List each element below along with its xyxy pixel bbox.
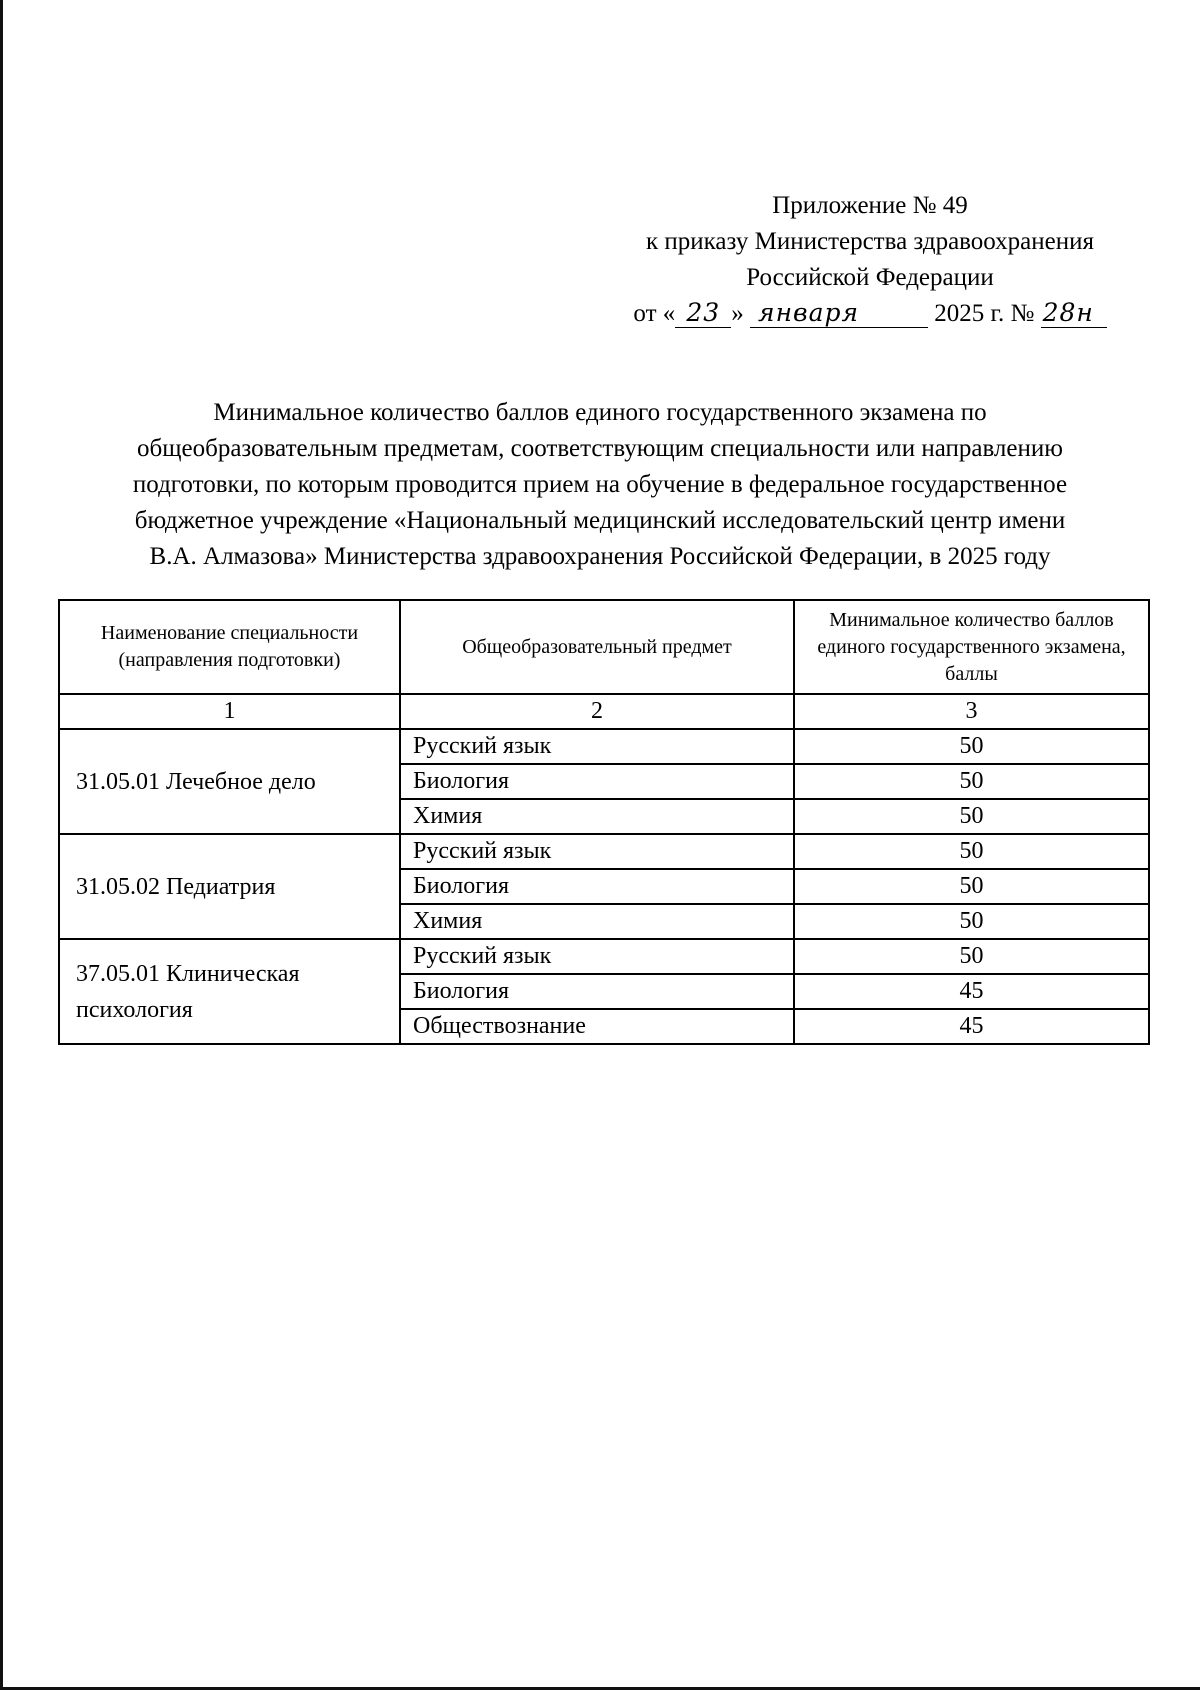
title-line: В.А. Алмазова» Министерства здравоохранения Российской Федерации, в 2025 году (149, 543, 1051, 570)
score-cell: 45 (794, 974, 1149, 1009)
ministry-name: Российской Федерации (746, 264, 994, 291)
subject-cell: Химия (400, 904, 794, 939)
score-cell: 50 (794, 869, 1149, 904)
document-title (60, 395, 1140, 575)
appendix-number: Приложение № 49 (772, 192, 968, 219)
column-header-min-score: Минимальное количество баллов единого государственного экзамена, баллы (794, 600, 1149, 694)
subject-cell: Биология (400, 974, 794, 1009)
specialty-cell: 37.05.01 Клиническая психология (59, 939, 400, 1044)
subject-cell: Химия (400, 799, 794, 834)
column-number-row (59, 694, 1149, 729)
subject-cell: Русский язык (400, 834, 794, 869)
title-line: подготовки, по которым проводится прием на обучение в федеральное государственное (132, 471, 1068, 498)
handwritten-month: января (750, 299, 928, 328)
table-row (59, 834, 1149, 869)
column-header-subject: Общеобразовательный предмет (400, 600, 794, 694)
column-number: 1 (59, 694, 400, 729)
score-cell: 50 (794, 939, 1149, 974)
appendix-header (600, 188, 1140, 332)
score-cell: 50 (794, 799, 1149, 834)
subject-cell: Русский язык (400, 729, 794, 764)
handwritten-order-number: 28н (1041, 299, 1107, 328)
scores-table-wrapper (58, 599, 1148, 1045)
scores-table (58, 599, 1150, 1045)
subject-cell: Биология (400, 869, 794, 904)
table-row (59, 939, 1149, 974)
column-header-specialty: Наименование специальности (направления подготовки) (59, 600, 400, 694)
subject-cell: Русский язык (400, 939, 794, 974)
specialty-cell: 31.05.01 Лечебное дело (59, 729, 400, 834)
subject-cell: Биология (400, 764, 794, 799)
order-reference: к приказу Министерства здравоохранения (645, 228, 1095, 255)
date-prefix: от « (633, 300, 676, 327)
date-close-quote: » (731, 300, 744, 327)
score-cell: 50 (794, 904, 1149, 939)
handwritten-day: 23 (675, 299, 731, 328)
column-number: 2 (400, 694, 794, 729)
date-year: 2025 г. № (934, 300, 1035, 327)
column-number: 3 (794, 694, 1149, 729)
subject-cell: Обществознание (400, 1009, 794, 1044)
score-cell: 50 (794, 834, 1149, 869)
scan-edge-left (0, 0, 3, 1690)
score-cell: 45 (794, 1009, 1149, 1044)
table-row (59, 729, 1149, 764)
title-line: Минимальное количество баллов единого государственного экзамена по (213, 399, 987, 426)
title-line: бюджетное учреждение «Национальный медицинский исследовательский центр имени (134, 507, 1066, 534)
table-header-row (59, 600, 1149, 694)
specialty-cell: 31.05.02 Педиатрия (59, 834, 400, 939)
score-cell: 50 (794, 764, 1149, 799)
order-date-line (600, 296, 1140, 332)
score-cell: 50 (794, 729, 1149, 764)
title-line: общеобразовательным предметам, соответствующим специальности или направлению (137, 435, 1063, 462)
